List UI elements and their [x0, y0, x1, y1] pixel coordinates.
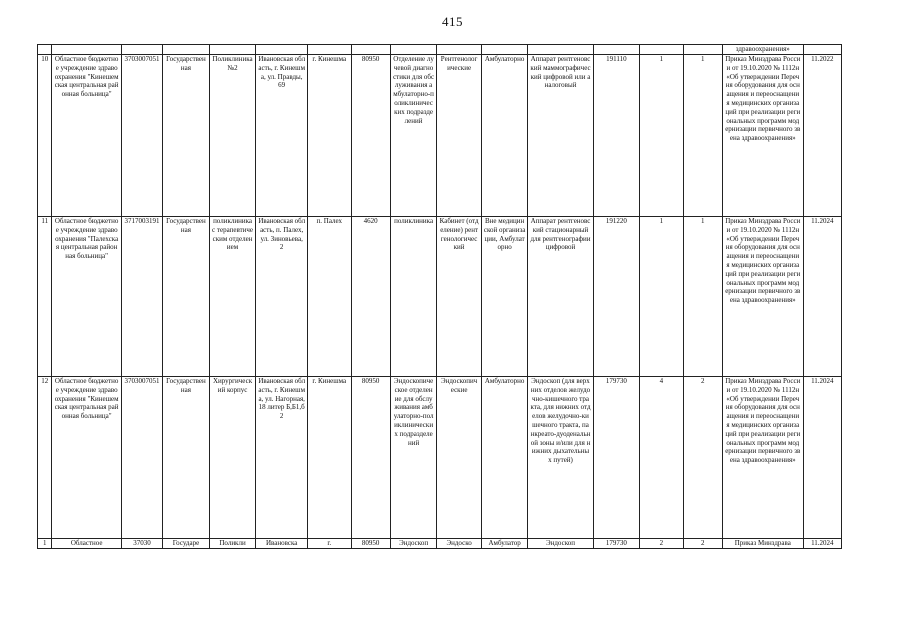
- row-number: 1: [38, 539, 52, 549]
- code-cell: 37030: [121, 539, 162, 549]
- date-cell: 11.2024: [803, 217, 841, 377]
- quantity-need-cell: 2: [640, 539, 683, 549]
- row-number: 12: [38, 377, 52, 539]
- profile-cell: Рентгенологические: [437, 55, 481, 217]
- organization-cell: Областное: [52, 539, 121, 549]
- table-row: [38, 45, 842, 55]
- quantity-need-cell: 1: [640, 217, 683, 377]
- equipment-code-cell: 191110: [593, 55, 640, 217]
- equipment-cell: Эндоскоп: [528, 539, 593, 549]
- quantity-cell: 2: [683, 539, 722, 549]
- organization-cell: Областное бюджетное учреждение здравоохранения "Кинешемская центральная районная больница": [52, 55, 121, 217]
- order-cell: Приказ Минздрава России от 19.10.2020 № 1112н «Об утверждении Перечня оборудования для оснащения и переоснащения медицинских организаций при реализации региональных программ модернизации первичного звена здравоохранения»: [722, 377, 803, 539]
- ownership-cell: Государе: [163, 539, 210, 549]
- care-type-cell: Вне медицинской организации, Амбулаторно: [481, 217, 528, 377]
- profile-cell: Эндоско: [437, 539, 481, 549]
- oktmo-cell: 80950: [351, 377, 390, 539]
- address-cell: Ивановская область, г. Кинешма, ул. Нагорная, 18 литер Б,Б1,б2: [256, 377, 308, 539]
- date-cell: 11.2024: [803, 377, 841, 539]
- date-cell: 11.2022: [803, 55, 841, 217]
- equipment-cell: Аппарат рентгеновский маммографический цифровой или аналоговый: [528, 55, 593, 217]
- oktmo-cell: 80950: [351, 55, 390, 217]
- department-cell: Эндоскопическое отделение для обслуживания амбулаторно-поликлинических подразделений: [390, 377, 437, 539]
- organization-cell: Областное бюджетное учреждение здравоохранения "Кинешемская центральная районная больница": [52, 377, 121, 539]
- unit-cell: Поликли: [209, 539, 256, 549]
- table-row: [38, 539, 842, 549]
- row-number: 11: [38, 217, 52, 377]
- ownership-cell: Государственная: [163, 217, 210, 377]
- order-cell: здравоохранения»: [722, 45, 803, 55]
- code-cell: 3717003191: [121, 217, 162, 377]
- order-cell: Приказ Минздрава России от 19.10.2020 № 1112н «Об утверждении Перечня оборудования для оснащения и переоснащения медицинских организаций при реализации региональных программ модернизации первичного звена здравоохранения»: [722, 217, 803, 377]
- code-cell: 3703007051: [121, 377, 162, 539]
- unit-cell: поликлиника с терапевтическим отделением: [209, 217, 256, 377]
- address-cell: Ивановская область, п. Палех, ул. Зиновьева, 2: [256, 217, 308, 377]
- equipment-code-cell: 179730: [593, 377, 640, 539]
- city-cell: п. Палех: [308, 217, 351, 377]
- equipment-code-cell: 179730: [593, 539, 640, 549]
- profile-cell: Кабинет (отделение) рентгенологический: [437, 217, 481, 377]
- city-cell: г. Кинешма: [308, 377, 351, 539]
- quantity-need-cell: 1: [640, 55, 683, 217]
- unit-cell: Поликлиника №2: [209, 55, 256, 217]
- department-cell: Отделение лучевой диагностики для обслуживания амбулаторно-поликлинических подразделений: [390, 55, 437, 217]
- quantity-cell: 1: [683, 55, 722, 217]
- equipment-code-cell: 191220: [593, 217, 640, 377]
- profile-cell: Эндоскопические: [437, 377, 481, 539]
- city-cell: г. Кинешма: [308, 55, 351, 217]
- table-row: [38, 55, 842, 217]
- address-cell: Ивановская область, г. Кинешма, ул. Правды, 69: [256, 55, 308, 217]
- care-type-cell: Амбулаторно: [481, 377, 528, 539]
- date-cell: 11.2024: [803, 539, 841, 549]
- quantity-cell: 1: [683, 217, 722, 377]
- city-cell: г.: [308, 539, 351, 549]
- oktmo-cell: 80950: [351, 539, 390, 549]
- code-cell: 3703007051: [121, 55, 162, 217]
- oktmo-cell: 4620: [351, 217, 390, 377]
- order-cell: Приказ Минздрава: [722, 539, 803, 549]
- department-cell: Эндоскоп: [390, 539, 437, 549]
- quantity-need-cell: 4: [640, 377, 683, 539]
- row-number: 10: [38, 55, 52, 217]
- unit-cell: Хирургический корпус: [209, 377, 256, 539]
- care-type-cell: Амбулатор: [481, 539, 528, 549]
- order-cell: Приказ Минздрава России от 19.10.2020 № 1112н «Об утверждении Перечня оборудования для оснащения и переоснащения медицинских организаций при реализации региональных программ модернизации первичного звена здравоохранения»: [722, 55, 803, 217]
- quantity-cell: 2: [683, 377, 722, 539]
- organization-cell: Областное бюджетное учреждение здравоохранения "Палехская центральная районная больница": [52, 217, 121, 377]
- table-row: [38, 217, 842, 377]
- ownership-cell: Государственная: [163, 377, 210, 539]
- equipment-cell: Аппарат рентгеновский стационарный для рентгенографии цифровой: [528, 217, 593, 377]
- address-cell: Ивановска: [256, 539, 308, 549]
- equipment-table: [37, 44, 842, 549]
- ownership-cell: Государственная: [163, 55, 210, 217]
- table-row: [38, 377, 842, 539]
- page-number: 415: [442, 14, 463, 29]
- care-type-cell: Амбулаторно: [481, 55, 528, 217]
- equipment-cell: Эндоскоп (для верхних отделов желудочно-кишечного тракта, для нижних отделов желудочно-кишечного тракта, панкреато-дуоденальной зоны и/или для нижних дыхательных путей): [528, 377, 593, 539]
- department-cell: поликлиника: [390, 217, 437, 377]
